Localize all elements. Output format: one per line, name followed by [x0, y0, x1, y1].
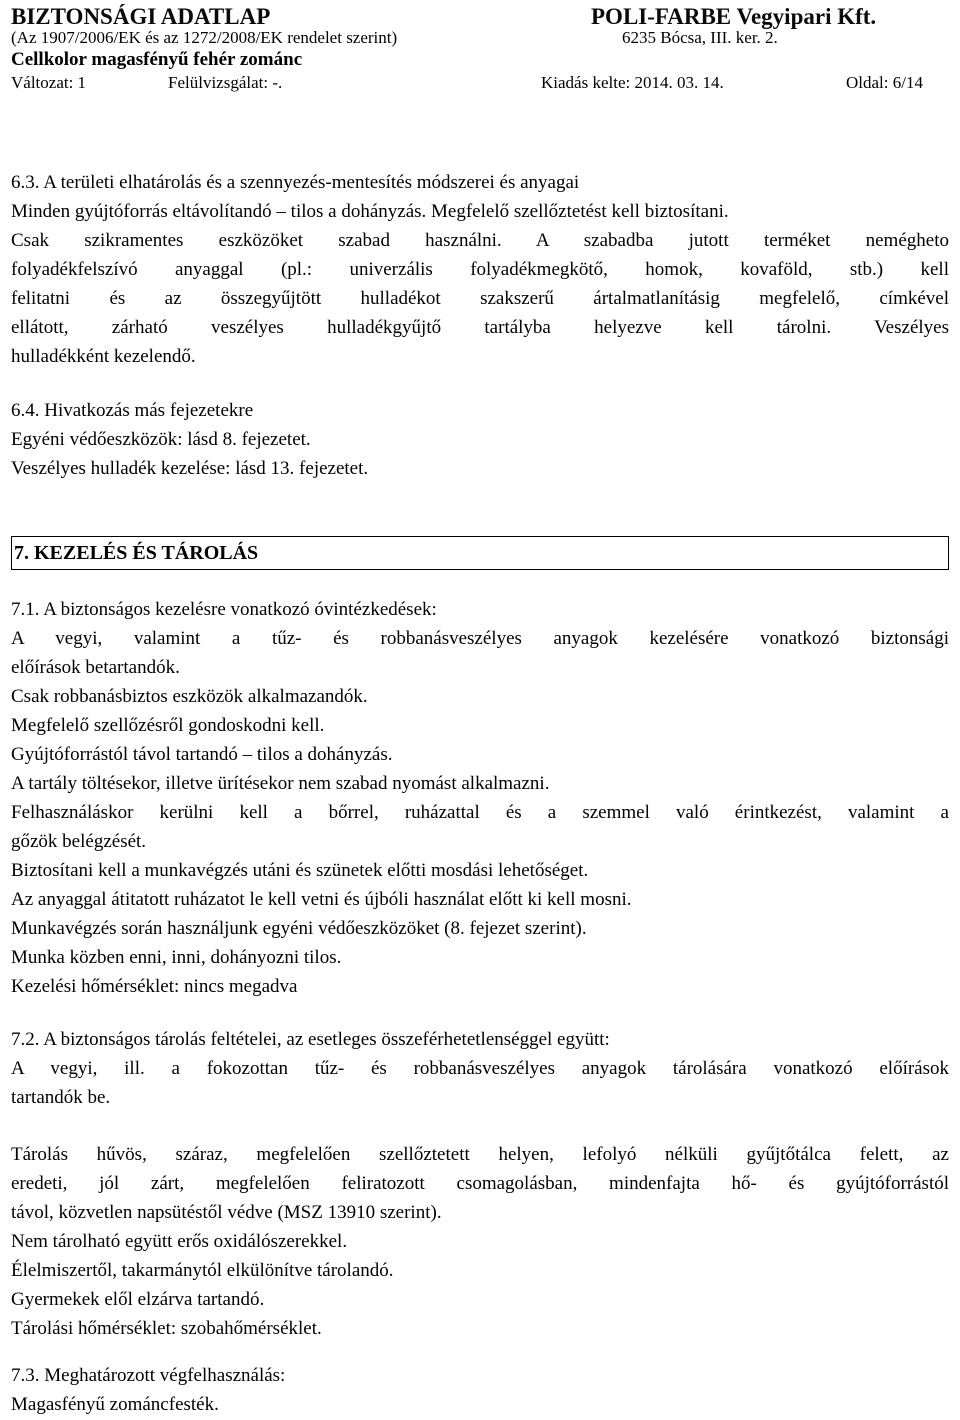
section-6-3: [11, 168, 949, 371]
section-heading: 6.4. Hivatkozás más fejezetekre: [11, 400, 254, 421]
paragraph-line: Nem tárolható együtt erős oxidálószerekkel.: [11, 1231, 348, 1252]
company-name: POLI-FARBE Vegyipari Kft.: [591, 4, 877, 29]
paragraph-line: Magasfényű zománcfesték.: [11, 1394, 219, 1415]
section-heading: 7.2. A biztonságos tárolás feltételei, az esetleges összeférhetetlenséggel együtt:: [11, 1029, 610, 1050]
paragraph-line: Gyújtóforrástól távol tartandó – tilos a dohányzás.: [11, 744, 393, 765]
paragraph-line: Egyéni védőeszközök: lásd 8. fejezetet.: [11, 429, 311, 450]
paragraph-line: Munka közben enni, inni, dohányozni tilos.: [11, 947, 342, 968]
paragraph-line: előírások betartandók.: [11, 657, 180, 678]
version-label: Változat: 1: [11, 73, 87, 92]
paragraph-line: A vegyi, ill. a fokozottan tűz- és robbanásveszélyes anyagok tárolására vonatkozó előírások: [11, 1058, 949, 1079]
paragraph-line: Az anyaggal átitatott ruházatot le kell vetni és újbóli használat előtt ki kell mosni.: [11, 889, 632, 910]
chapter-title: 7. KEZELÉS ÉS TÁROLÁS: [14, 542, 259, 564]
paragraph-line: Csak robbanásbiztos eszközök alkalmazandók.: [11, 686, 368, 707]
section-heading: 7.3. Meghatározott végfelhasználás:: [11, 1365, 286, 1386]
company-address: 6235 Bócsa, III. ker. 2.: [622, 28, 778, 47]
issue-date: Kiadás kelte: 2014. 03. 14.: [541, 73, 724, 92]
paragraph-line: Tárolás hűvös, száraz, megfelelően szellőztetett helyen, lefolyó nélküli gyűjtőtálca felett, az: [11, 1144, 949, 1165]
page-number: Oldal: 6/14: [846, 73, 923, 92]
paragraph-line: eredeti, jól zárt, megfelelően feliratozott csomagolásban, mindenfajta hő- és gyújtóforrástól: [11, 1173, 949, 1194]
paragraph-line: felitatni és az összegyűjtött hulladékot szakszerű ártalmatlanításig megfelelő, címkével: [11, 288, 949, 309]
paragraph-line: Minden gyújtóforrás eltávolítandó – tilos a dohányzás. Megfelelő szellőztetést kell biztosítani.: [11, 201, 729, 222]
regulation-note: (Az 1907/2006/EK és az 1272/2008/EK rendelet szerint): [11, 28, 398, 47]
paragraph-line: hulladékként kezelendő.: [11, 346, 196, 367]
section-7-3: [11, 1361, 949, 1419]
revision-label: Felülvizsgálat: -.: [168, 73, 283, 92]
paragraph-line: ellátott, zárható veszélyes hulladékgyűjtő tartályba helyezve kell tárolni. Veszélyes: [11, 317, 949, 338]
section-7-2: [11, 1025, 949, 1112]
page-header: [11, 4, 949, 94]
section-7-1: [11, 595, 949, 1001]
chapter-7-heading: [11, 536, 949, 570]
paragraph-line: Veszélyes hulladék kezelése: lásd 13. fejezetet.: [11, 458, 369, 479]
paragraph-line: gőzök belégzését.: [11, 831, 147, 852]
paragraph-line: tartandók be.: [11, 1087, 111, 1108]
paragraph-line: A tartály töltésekor, illetve ürítésekor nem szabad nyomást alkalmazni.: [11, 773, 550, 794]
paragraph-line: A vegyi, valamint a tűz- és robbanásveszélyes anyagok kezelésére vonatkozó biztonsági: [11, 628, 949, 649]
paragraph-line: Kezelési hőmérséklet: nincs megadva: [11, 976, 298, 997]
product-name: Cellkolor magasfényű fehér zománc: [11, 49, 303, 70]
paragraph-line: Csak szikramentes eszközöket szabad használni. A szabadba jutott terméket nemégheto: [11, 230, 949, 251]
paragraph-line: Munkavégzés során használjunk egyéni védőeszközöket (8. fejezet szerint).: [11, 918, 587, 939]
paragraph-line: folyadékfelszívó anyaggal (pl.: univerzális folyadékmegkötő, homok, kovaföld, stb.) kell: [11, 259, 949, 280]
paragraph-line: Biztosítani kell a munkavégzés utáni és szünetek előtti mosdási lehetőséget.: [11, 860, 589, 881]
paragraph-line: Élelmiszertől, takarmánytól elkülönítve tárolandó.: [11, 1260, 394, 1281]
paragraph-line: Megfelelő szellőzésről gondoskodni kell.: [11, 715, 325, 736]
document-title: BIZTONSÁGI ADATLAP: [11, 4, 271, 29]
storage-conditions: [11, 1140, 949, 1343]
paragraph-line: távol, közvetlen napsütéstől védve (MSZ 13910 szerint).: [11, 1202, 442, 1223]
paragraph-line: Gyermekek elől elzárva tartandó.: [11, 1289, 265, 1310]
paragraph-line: Tárolási hőmérséklet: szobahőmérséklet.: [11, 1318, 322, 1339]
section-heading: 7.1. A biztonságos kezelésre vonatkozó óvintézkedések:: [11, 599, 437, 620]
section-6-4: [11, 396, 949, 483]
section-heading: 6.3. A területi elhatárolás és a szennyezés-mentesítés módszerei és anyagai: [11, 172, 580, 193]
paragraph-line: Felhasználáskor kerülni kell a bőrrel, ruházattal és a szemmel való érintkezést, valamint a: [11, 802, 949, 823]
